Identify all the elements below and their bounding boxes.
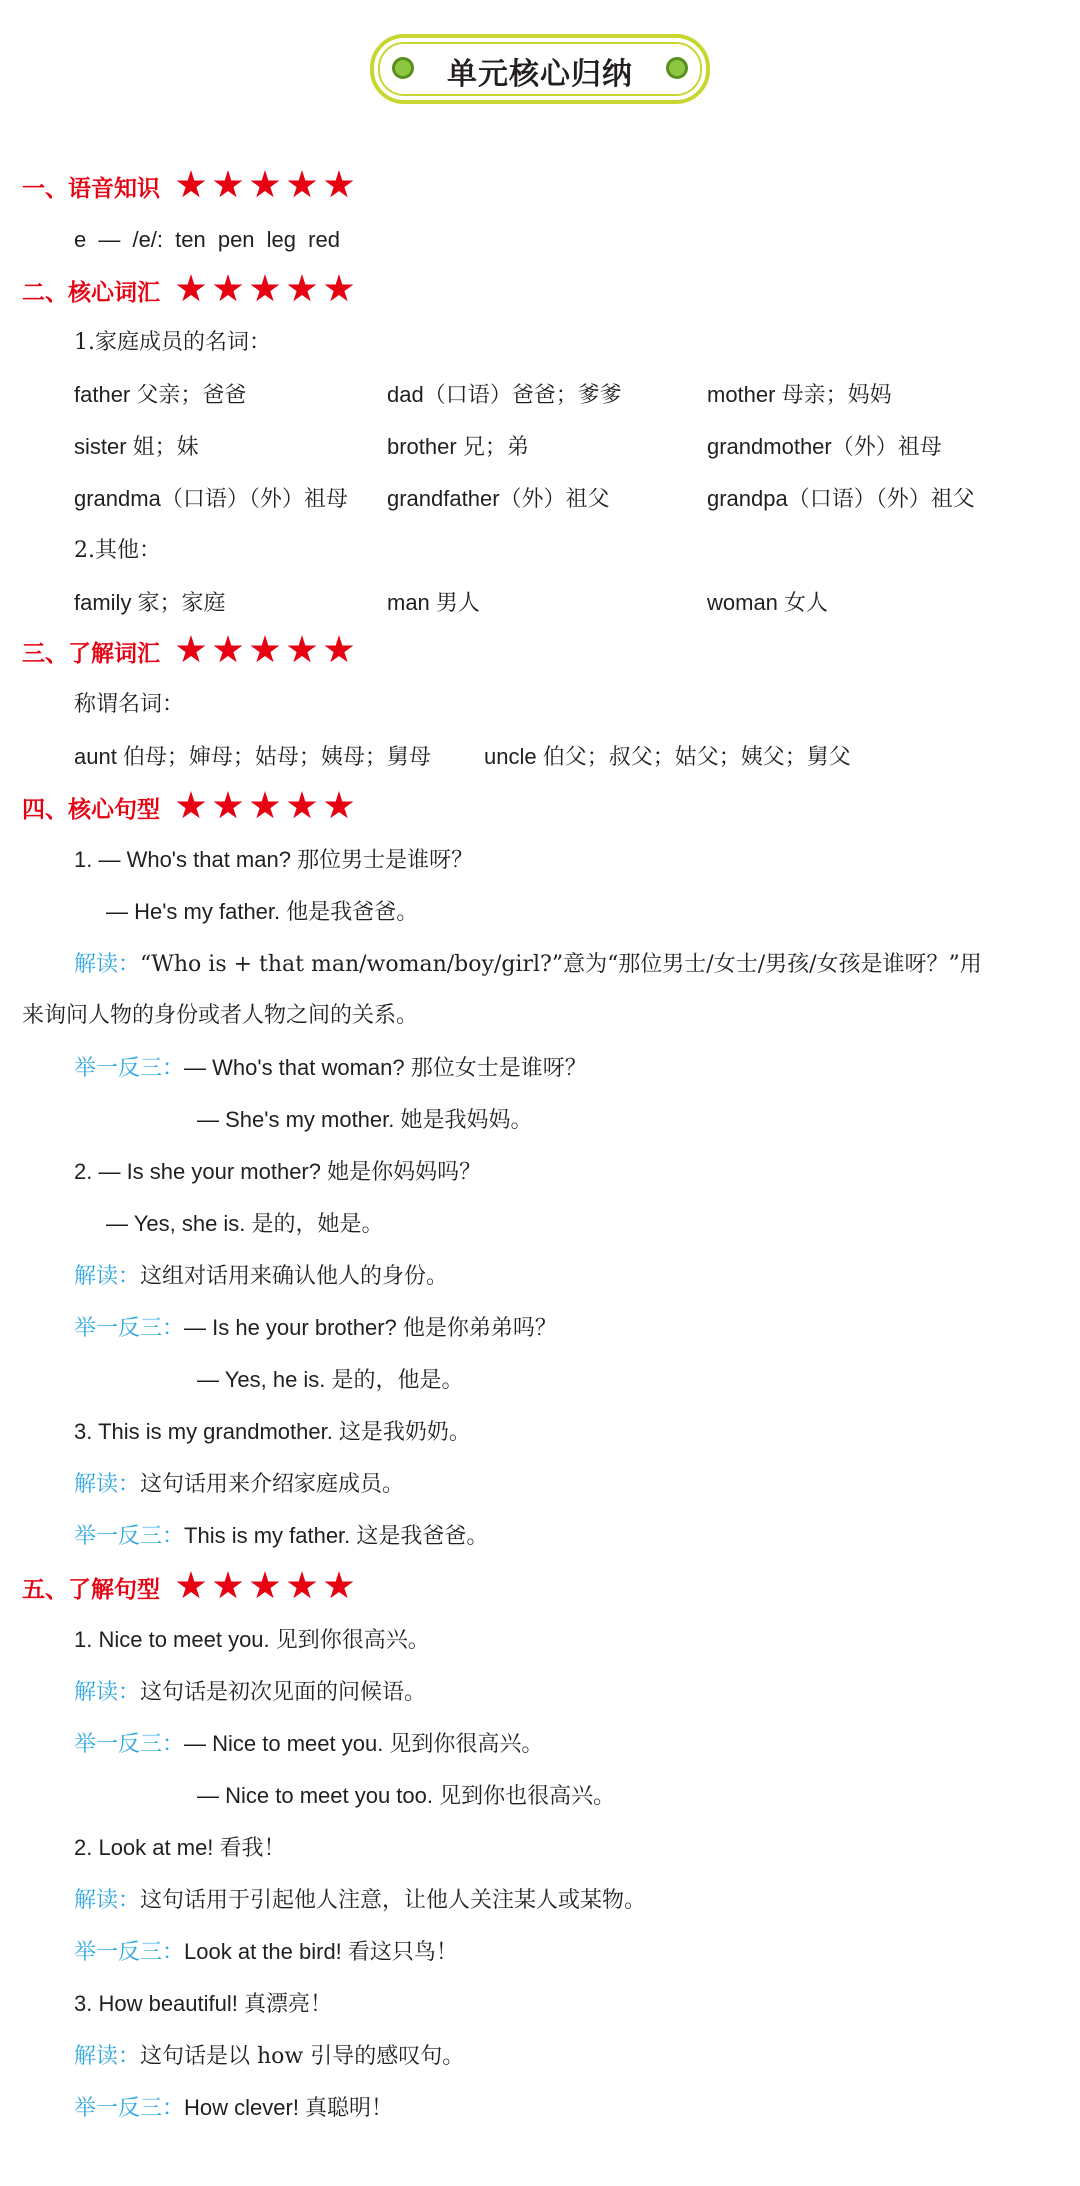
vocab-item: mother 母亲；妈妈	[707, 382, 892, 407]
vocab-item: family 家；家庭	[74, 590, 226, 615]
explanation-label: 解读：	[74, 2044, 141, 2069]
explanation-line	[74, 1469, 404, 1500]
explanation-line	[74, 1261, 448, 1292]
star-icon	[324, 1571, 354, 1601]
star-icon	[287, 170, 317, 200]
star-icon	[176, 274, 206, 304]
star-icon	[213, 274, 243, 304]
explanation-text: “Who is + that man/woman/boy/girl?”意为“那位男士/女士/男孩/女孩是谁呀？”用	[140, 952, 982, 977]
sentence-line: 3. How beautiful! 真漂亮！	[74, 1991, 332, 2016]
explanation-line	[74, 1885, 646, 1916]
example-text: Look at the bird! 看这只鸟！	[184, 1939, 458, 1964]
example-text: This is my father. 这是我爸爸。	[184, 1523, 489, 1548]
explanation-label: 解读：	[74, 1264, 141, 1289]
example-label: 举一反三：	[74, 1732, 185, 1757]
sentence-line: 2. Look at me! 看我！	[74, 1835, 286, 1860]
example-text: — She's my mother. 她是我妈妈。	[197, 1107, 533, 1132]
star-icon	[250, 791, 280, 821]
title-banner	[370, 34, 710, 104]
star-icon	[250, 170, 280, 200]
vocab-item: father 父亲；爸爸	[74, 382, 247, 407]
example-text: — Nice to meet you too. 见到你也很高兴。	[197, 1783, 616, 1808]
phonics-line: e — /e/: ten pen leg red	[74, 227, 340, 252]
sentence-line: 1. Nice to meet you. 见到你很高兴。	[74, 1627, 430, 1652]
rating-stars	[176, 1571, 361, 1610]
star-icon	[287, 635, 317, 665]
example-label: 举一反三：	[74, 1524, 185, 1549]
sentence-line: 2. — Is she your mother? 她是你妈妈吗？	[74, 1159, 482, 1184]
example-line	[74, 1313, 557, 1344]
section-heading-phonics	[22, 170, 361, 209]
example-label: 举一反三：	[74, 1316, 185, 1341]
explanation-line	[74, 949, 982, 980]
rating-stars	[176, 274, 361, 313]
section-heading-extra-sentences	[22, 1571, 361, 1610]
vocab-item: aunt 伯母；婶母；姑母；姨母；舅母	[74, 744, 431, 769]
example-line	[74, 1053, 587, 1084]
explanation-text: 这句话用来介绍家庭成员。	[140, 1472, 405, 1497]
sentence-line: — Yes, she is. 是的，她是。	[106, 1211, 384, 1236]
explanation-label: 解读：	[74, 1888, 141, 1913]
sentence-line: — He's my father. 他是我爸爸。	[106, 899, 419, 924]
star-icon	[250, 1571, 280, 1601]
example-label: 举一反三：	[74, 1056, 185, 1081]
example-text: — Is he your brother? 他是你弟弟吗？	[184, 1315, 557, 1340]
explanation-label: 解读：	[74, 1472, 141, 1497]
star-icon	[176, 635, 206, 665]
page-title: 单元核心归纳	[447, 57, 633, 92]
explanation-text: 来询问人物的身份或者人物之间的关系。	[22, 1003, 419, 1028]
vocab-item: uncle 伯父；叔父；姑父；姨父；舅父	[484, 744, 851, 769]
vocab-subheading: 2.其他：	[74, 538, 161, 563]
vocab-item: sister 姐；妹	[74, 434, 199, 459]
rating-stars	[176, 170, 361, 209]
star-icon	[213, 1571, 243, 1601]
star-icon	[176, 170, 206, 200]
section-heading-text: 一、语音知识	[22, 176, 160, 202]
vocab-item: dad（口语）爸爸；爹爹	[387, 382, 622, 407]
explanation-text: 这句话用于引起他人注意，让他人关注某人或某物。	[140, 1888, 647, 1913]
vocab-item: brother 兄；弟	[387, 434, 529, 459]
star-icon	[213, 791, 243, 821]
example-text: — Nice to meet you. 见到你很高兴。	[184, 1731, 544, 1756]
vocab-subheading: 称谓名词：	[74, 692, 185, 717]
section-heading-text: 五、了解句型	[22, 1577, 160, 1603]
star-icon	[250, 274, 280, 304]
star-icon	[176, 1571, 206, 1601]
star-icon	[324, 791, 354, 821]
example-line	[74, 2093, 393, 2124]
section-heading-core-sentences	[22, 791, 361, 830]
rating-stars	[176, 635, 361, 674]
section-heading-text: 三、了解词汇	[22, 641, 160, 667]
section-heading-extra-vocab	[22, 635, 361, 674]
sentence-line: 3. This is my grandmother. 这是我奶奶。	[74, 1419, 471, 1444]
star-icon	[287, 1571, 317, 1601]
example-text: — Yes, he is. 是的，他是。	[197, 1367, 464, 1392]
vocab-item: man 男人	[387, 590, 480, 615]
star-icon	[250, 635, 280, 665]
vocab-item: grandpa（口语）（外）祖父	[707, 486, 975, 511]
explanation-text: 这组对话用来确认他人的身份。	[140, 1264, 449, 1289]
example-line	[74, 1937, 458, 1968]
vocab-item: grandmother（外）祖母	[707, 434, 942, 459]
star-icon	[324, 274, 354, 304]
section-heading-core-vocab	[22, 274, 361, 313]
example-line	[74, 1521, 488, 1552]
star-icon	[287, 791, 317, 821]
star-icon	[287, 274, 317, 304]
vocab-subheading: 1.家庭成员的名词：	[74, 330, 271, 355]
star-icon	[213, 170, 243, 200]
vocab-item: grandfather（外）祖父	[387, 486, 610, 511]
example-label: 举一反三：	[74, 2096, 185, 2121]
rating-stars	[176, 791, 361, 830]
vocab-item: grandma（口语）（外）祖母	[74, 486, 348, 511]
explanation-label: 解读：	[74, 1680, 141, 1705]
example-text: How clever! 真聪明！	[184, 2095, 394, 2120]
star-icon	[213, 635, 243, 665]
star-icon	[324, 635, 354, 665]
explanation-label: 解读：	[74, 952, 141, 977]
explanation-text: 这句话是初次见面的问候语。	[140, 1680, 427, 1705]
explanation-line	[74, 1677, 426, 1708]
example-label: 举一反三：	[74, 1940, 185, 1965]
example-text: — Who's that woman? 那位女士是谁呀？	[184, 1055, 587, 1080]
star-icon	[324, 170, 354, 200]
section-heading-text: 四、核心句型	[22, 797, 160, 823]
section-heading-text: 二、核心词汇	[22, 280, 160, 306]
star-icon	[176, 791, 206, 821]
explanation-text: 这句话是以 how 引导的感叹句。	[140, 2044, 465, 2069]
explanation-line	[74, 2041, 464, 2072]
example-line	[74, 1729, 543, 1760]
sentence-line: 1. — Who's that man? 那位男士是谁呀？	[74, 847, 474, 872]
vocab-item: woman 女人	[707, 590, 829, 615]
